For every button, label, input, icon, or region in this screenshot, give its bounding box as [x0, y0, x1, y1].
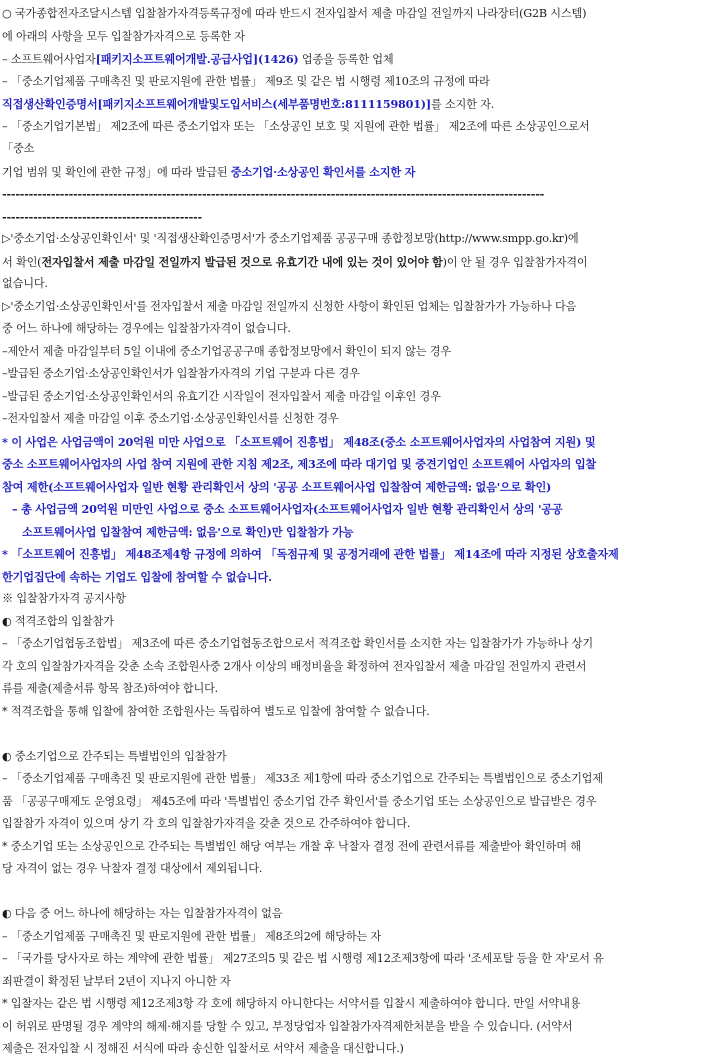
document-line	[2, 746, 716, 769]
document-line	[2, 836, 716, 859]
body-text: – 「중소기업기본법」 제2조에 따른 중소기업자 또는 「소상공인 보호 및 지원에 관한 법률」 제2조에 따른 소상공인으로서	[2, 119, 590, 133]
emphasis-text: 중소 소프트웨어사업자의 사업 참여 지원에 관한 지침 제2조, 제3조에 따라 대기업 및 중견기업인 소프트웨어 사업자의 입찰	[2, 457, 597, 471]
bold-text: 전자입찰서 제출 마감일 전일까지 발급된 것으로 유효기간 내에 있는 것이 있어야 함	[41, 254, 443, 269]
body-text: ◐ 적격조합의 입찰참가	[2, 614, 114, 628]
emphasis-text: 중소기업·소상공인 확인서를 소지한 자	[230, 164, 416, 179]
document-line	[2, 903, 716, 926]
body-text: – 「중소기업제품 구매촉진 및 판로지원에 관한 법률」 제9조 및 같은 법 시행령 제10조의 규정에 따라	[2, 74, 490, 88]
body-text: 에 아래의 사항을 모두 입찰참가자격으로 등록한 자	[2, 29, 245, 43]
emphasis-text: 한기업집단에 속하는 기업도 입찰에 참여할 수 없습니다.	[2, 569, 272, 584]
emphasis-text: * 「소프트웨어 진흥법」 제48조제4항 규정에 의하여 「독점규제 및 공정거래에 관한 법률」 제14조에 따라 지정된 상호출자제	[2, 547, 619, 561]
document-line	[2, 431, 716, 454]
document-line	[2, 633, 716, 656]
document-line	[2, 701, 716, 724]
body-text: 업종을 등록한 업체	[298, 53, 394, 66]
document-line	[2, 48, 716, 71]
body-text: – 「중소기업제품 구매촉진 및 판로지원에 관한 법률」 제33조 제1항에 따라 중소기업으로 간주되는 특별법인으로 중소기업제	[2, 772, 603, 785]
document-line	[2, 251, 716, 274]
body-text: 각 호의 입찰참가자격을 갖춘 소속 조합원사중 2개사 이상의 배정비율을 확정하여 전자입찰서 제출 마감일 전일까지 관련서	[2, 659, 587, 673]
document-line	[2, 791, 716, 814]
body-text: 를 소지한 자.	[430, 98, 495, 111]
body-text: )이 안 될 경우 입찰참가자격이	[442, 255, 588, 269]
document-line	[2, 341, 716, 364]
document-line	[2, 1016, 716, 1039]
body-text: ▷'중소기업·소상공인확인서' 및 '직접생산확인증명서'가 중소기업제품 공공구매 종합정보망(http://www.smpp.go.kr)에	[2, 232, 579, 245]
document-line	[2, 3, 716, 26]
document-line	[2, 543, 716, 566]
document-line	[2, 116, 716, 139]
body-text: – 「중소기업제품 구매촉진 및 판로지원에 관한 법률」 제8조의2에 해당하는 자	[2, 929, 382, 943]
emphasis-text: – 총 사업금액 20억원 미만인 사업으로 중소 소프트웨어사업자(소프트웨어사업자 일반 현황 관리확인서 상의 '공공	[12, 502, 563, 516]
document-line	[2, 678, 716, 701]
document-line	[2, 588, 716, 611]
document-line	[2, 453, 716, 476]
document-line	[2, 138, 716, 161]
emphasis-text: 참여 제한(소프트웨어사업자 일반 현황 관리확인서 상의 '공공 소프트웨어사업 입찰참여 제한금액: 없음'으로 확인)	[2, 479, 552, 494]
body-text: 당 자격이 없는 경우 낙찰자 결정 대상에서 제외됩니다.	[2, 862, 263, 875]
body-text: ◐ 다음 중 어느 하나에 해당하는 자는 입찰참가자격이 없음	[2, 907, 283, 920]
document-line	[2, 813, 716, 836]
document-line	[2, 971, 716, 994]
blank-line	[2, 881, 716, 904]
body-text: 입찰참가 자격이 있으며 상기 각 호의 입찰참가자격을 갖춘 것으로 간주하여야 합니다.	[2, 817, 411, 830]
document-line	[2, 926, 716, 949]
body-text: 류를 제출(제출서류 항목 참조)하여야 합니다.	[2, 682, 219, 695]
document-line	[2, 408, 716, 431]
body-text: * 입찰자는 같은 법 시행령 제12조제3항 각 호에 해당하지 아니한다는 서약서를 입찰시 제출하여야 합니다. 만일 서약내용	[2, 997, 581, 1010]
document-line	[2, 93, 716, 116]
bold-text: --------------------------------------------------------------------------------------------------------------------------	[2, 187, 545, 201]
emphasis-text: 소프트웨어사업 입찰참여 제한금액: 없음'으로 확인)만 입찰참가 가능	[22, 524, 354, 539]
document-line	[2, 656, 716, 679]
body-text: 죄판결이 확정된 날부터 2년이 지나지 아니한 자	[2, 974, 231, 988]
document-line	[2, 611, 716, 634]
body-text: 품 「공공구매제도 운영요령」 제45조에 따라 '특별법인 중소기업 간주 확인서'를 중소기업 또는 소상공인으로 발급받은 경우	[2, 794, 597, 808]
emphasis-text: 직접생산확인증명서[패키지소프트웨어개발및도입서비스(세부품명번호:8111159801)]	[2, 97, 431, 111]
document-line	[2, 206, 716, 229]
document-line	[2, 386, 716, 409]
document-line	[2, 476, 716, 499]
blank-line	[2, 723, 716, 746]
document-line	[2, 71, 716, 94]
document-line	[2, 768, 716, 791]
emphasis-text: * 이 사업은 사업금액이 20억원 미만 사업으로 「소프트웨어 진흥법」 제48조(중소 소프트웨어사업자의 사업참여 지원) 및	[2, 434, 596, 449]
document-line	[2, 26, 716, 49]
document-line	[2, 228, 716, 251]
body-text: – 「국가를 당사자로 하는 계약에 관한 법률」 제27조의5 및 같은 법 시행령 제12조제3항에 따라 '조세포탈 등을 한 자'로서 유	[2, 952, 604, 965]
body-text: 제출은 전자입찰 시 정해진 서식에 따라 송신한 입찰서로 서약서 제출을 대신합니다.)	[2, 1042, 404, 1055]
document-line	[2, 993, 716, 1016]
emphasis-text: [패키지소프트웨어개발.공급사업](1426)	[95, 52, 299, 66]
document-line	[2, 318, 716, 341]
body-text: * 중소기업 또는 소상공인으로 간주되는 특별법인 해당 여부는 개찰 후 낙찰자 결정 전에 관련서류를 제출받아 확인하며 해	[2, 839, 581, 853]
body-text: 「중소	[2, 142, 35, 155]
body-text: –제안서 제출 마감일부터 5일 이내에 중소기업공공구매 종합정보망에서 확인이 되지 않는 경우	[2, 344, 451, 358]
body-text: –발급된 중소기업·소상공인확인서의 유효기간 시작일이 전자입찰서 제출 마감일 이후인 경우	[2, 389, 441, 403]
body-text: –전자입찰서 제출 마감일 이후 중소기업·소상공인확인서를 신청한 경우	[2, 412, 339, 425]
body-text: ◐ 중소기업으로 간주되는 특별법인의 입찰참가	[2, 749, 227, 763]
document-line	[2, 296, 716, 319]
body-text: * 적격조합을 통해 입찰에 참여한 조합원사는 독립하여 별도로 입찰에 참여할 수 없습니다.	[2, 704, 430, 718]
document-line	[2, 1038, 716, 1061]
document-line	[2, 521, 716, 544]
body-text: ▷'중소기업·소상공인확인서'를 전자입찰서 제출 마감일 전일까지 신청한 사항이 확인된 업체는 입찰참가가 가능하나 다음	[2, 299, 577, 313]
document-line	[2, 273, 716, 296]
document-line	[2, 498, 716, 521]
body-text: – 소프트웨어사업자	[2, 53, 96, 66]
body-text: 이 허위로 판명될 경우 계약의 해제·해지를 당할 수 있고, 부정당업자 입찰참가자격제한처분을 받을 수 있습니다. (서약서	[2, 1019, 573, 1033]
document-line	[2, 858, 716, 881]
document-line	[2, 566, 716, 589]
bold-text: ---------------------------------------------	[2, 209, 202, 224]
body-text: 중 어느 하나에 해당하는 경우에는 입찰참가자격이 없습니다.	[2, 322, 291, 335]
document-line	[2, 183, 716, 206]
body-text: 기업 범위 및 확인에 관한 규정」에 따라 발급된	[2, 165, 231, 179]
body-text: 없습니다.	[2, 277, 48, 290]
document-line	[2, 363, 716, 386]
body-text: –발급된 중소기업·소상공인확인서가 입찰참가자격의 기업 구분과 다른 경우	[2, 367, 360, 380]
body-text: – 「중소기업협동조합법」 제3조에 따른 중소기업협동조합으로서 적격조합 확인서를 소지한 자는 입찰참가가 가능하나 상기	[2, 637, 593, 650]
body-text: 서 확인(	[2, 255, 42, 269]
document-line	[2, 161, 716, 184]
body-text: ○ 국가종합전자조달시스템 입찰참가자격등록규정에 따라 반드시 전자입찰서 제출 마감일 전일까지 나라장터(G2B 시스템)	[2, 7, 587, 20]
document-line	[2, 948, 716, 971]
body-text: ※ 입찰참가자격 공지사항	[2, 592, 126, 605]
